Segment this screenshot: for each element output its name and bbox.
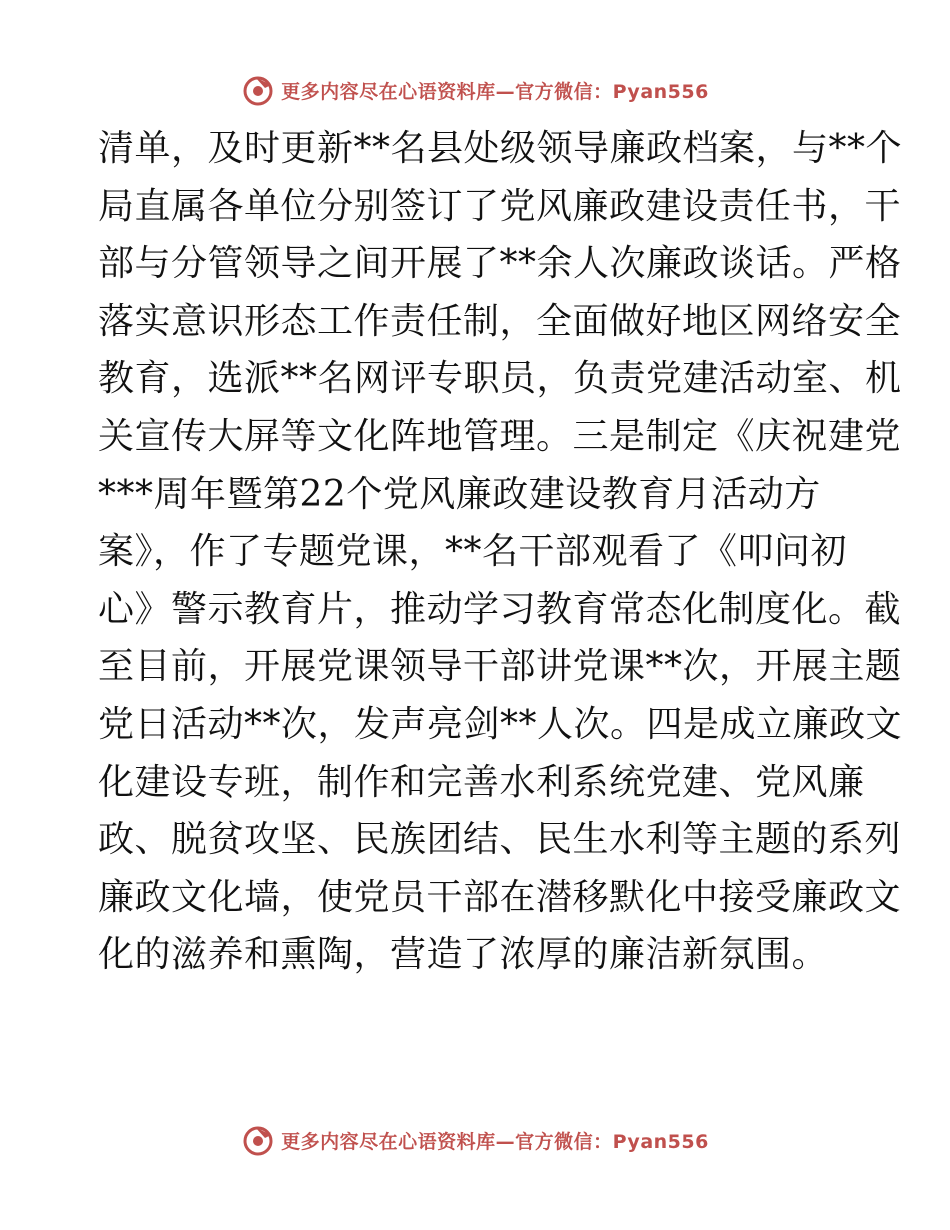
body-line-4: 落实意识形态工作责任制，全面做好地区网络安全	[98, 300, 902, 342]
body-line-11: 党日活动**次，发声亮剑**人次。四是成立廉政文	[98, 703, 903, 745]
body-line-2: 局直属各单位分别签订了党风廉政建设责任书，干	[98, 185, 902, 227]
footer-banner-text: 更多内容尽在心语资料库—官方微信：Pyan556	[281, 1130, 709, 1153]
body-line-13: 政、脱贫攻坚、民族团结、民生水利等主题的系列	[98, 819, 902, 861]
header-banner-text: 更多内容尽在心语资料库—官方微信：Pyan556	[281, 80, 709, 103]
body-line-1: 清单，及时更新**名县处级领导廉政档案，与**个	[98, 128, 903, 169]
body-line-14: 廉政文化墙，使党员干部在潜移默化中接受廉政文	[98, 876, 902, 918]
body-line-3: 部与分管领导之间开展了**余人次廉政谈话。严格	[98, 243, 902, 285]
body-line-7: ***周年暨第22个党风廉政建设教育月活动方	[98, 473, 821, 515]
body-line-5: 教育，选派**名网评专职员，负责党建活动室、机	[98, 358, 902, 400]
body-line-8: 案》，作了专题党课，**名干部观看了《叩问初	[98, 531, 848, 573]
header-banner	[0, 70, 950, 110]
body-line-6: 关宣传大屏等文化阵地管理。三是制定《庆祝建党	[98, 415, 902, 457]
footer-banner	[0, 1120, 950, 1160]
document-body	[98, 120, 903, 984]
logo-icon	[241, 73, 275, 107]
body-line-9: 心》警示教育片，推动学习教育常态化制度化。截	[98, 588, 902, 630]
body-line-15: 化的滋养和熏陶，营造了浓厚的廉洁新氛围。	[98, 934, 829, 976]
body-line-10: 至目前，开展党课领导干部讲党课**次，开展主题	[98, 646, 902, 688]
logo-icon	[241, 1123, 275, 1157]
body-line-12: 化建设专班，制作和完善水利系统党建、党风廉	[98, 761, 865, 803]
